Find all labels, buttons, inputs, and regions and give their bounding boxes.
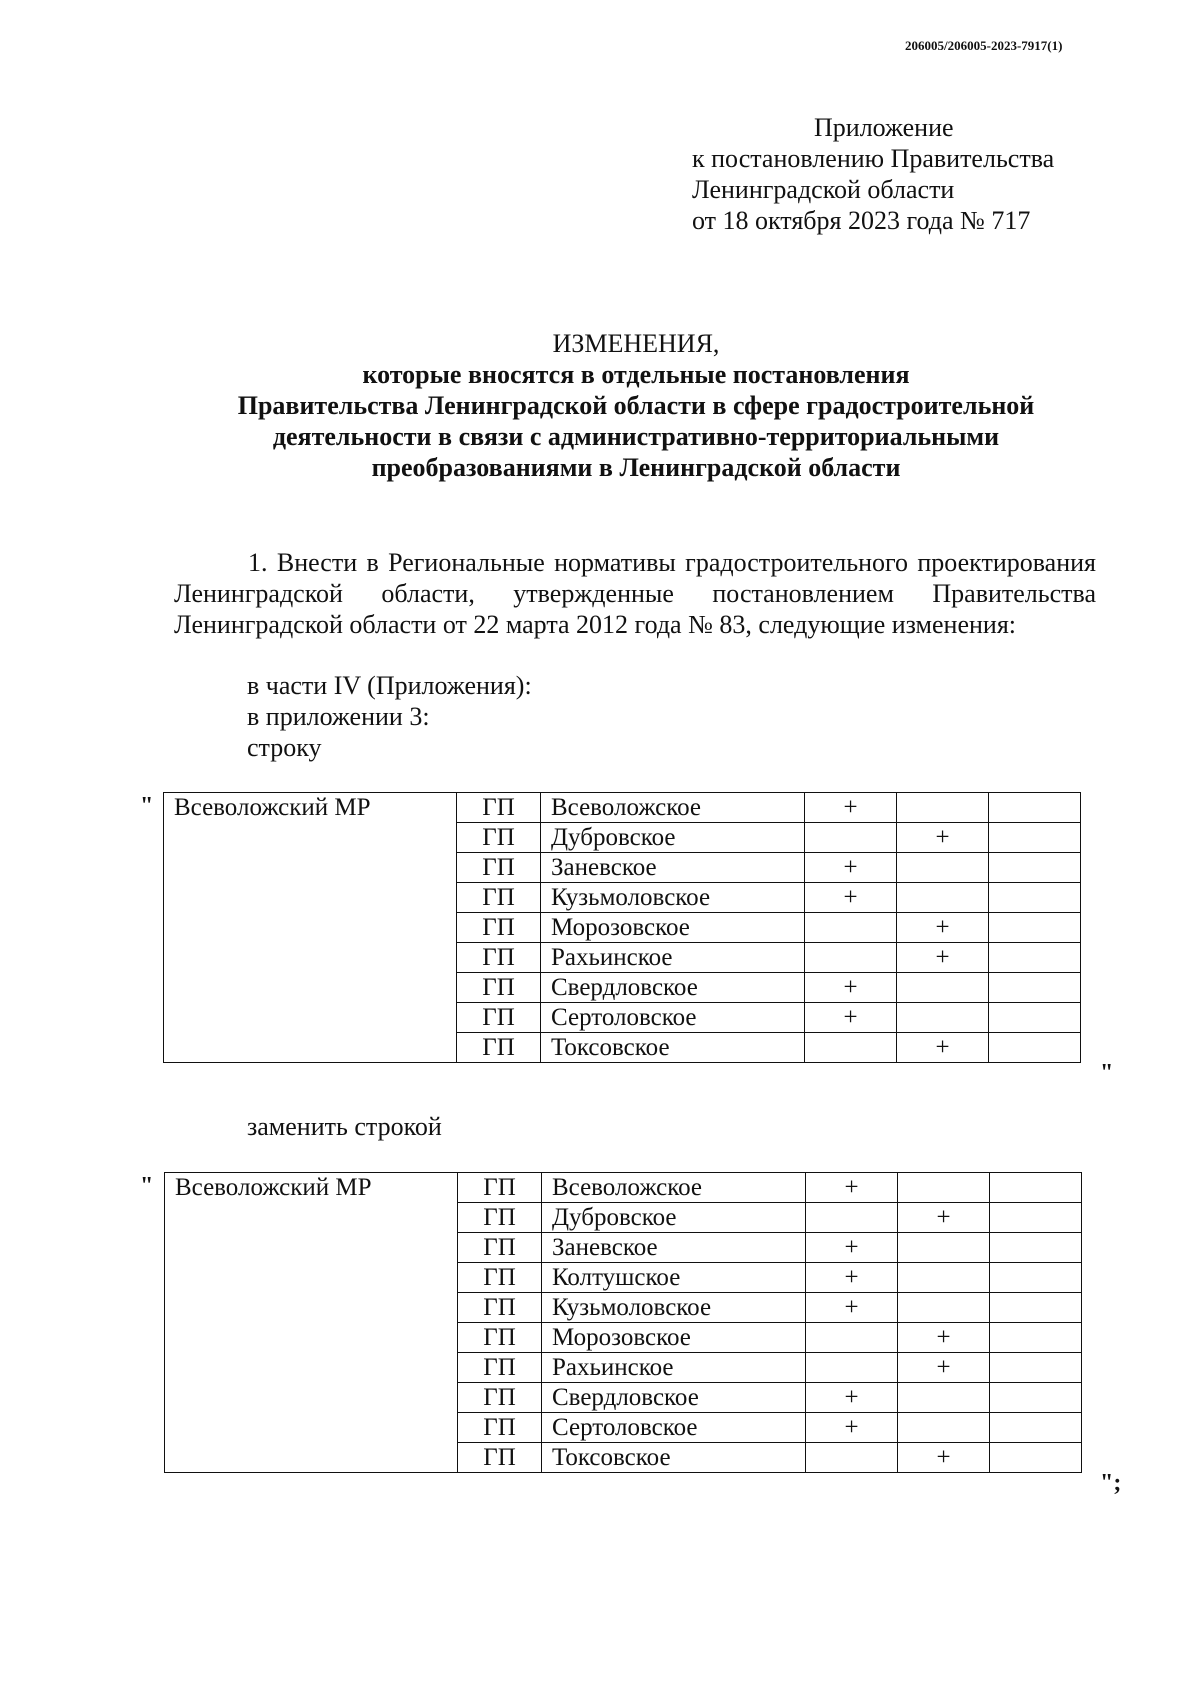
settlement-type-cell: ГП	[458, 1203, 542, 1233]
mark-cell-1: +	[805, 793, 897, 823]
settlement-type-cell: ГП	[457, 883, 541, 913]
mark-cell-2: +	[898, 1323, 990, 1353]
line-row: строку	[247, 733, 322, 762]
mark-cell-3	[989, 913, 1081, 943]
settlement-name-cell: Морозовское	[542, 1323, 806, 1353]
mark-cell-2	[898, 1173, 990, 1203]
mark-cell-2	[898, 1293, 990, 1323]
settlement-name-cell: Всеволожское	[541, 793, 805, 823]
mark-cell-3	[989, 823, 1081, 853]
settlement-type-cell: ГП	[458, 1353, 542, 1383]
appendix-line-3: Ленинградской области	[692, 175, 955, 204]
title-main: ИЗМЕНЕНИЯ,	[552, 329, 720, 358]
mark-cell-2	[898, 1263, 990, 1293]
settlement-name-cell: Дубровское	[541, 823, 805, 853]
settlement-name-cell: Заневское	[541, 853, 805, 883]
mark-cell-3	[990, 1293, 1082, 1323]
settlement-name-cell: Токсовское	[541, 1033, 805, 1063]
table-row	[165, 1173, 1082, 1203]
mark-cell-3	[990, 1353, 1082, 1383]
settlement-name-cell: Колтушское	[542, 1263, 806, 1293]
mark-cell-2	[897, 853, 989, 883]
mark-cell-1: +	[805, 853, 897, 883]
mark-cell-2	[898, 1233, 990, 1263]
mark-cell-1	[806, 1443, 898, 1473]
appendix-line-1: Приложение	[814, 113, 954, 142]
table-row	[164, 793, 1081, 823]
line-appendix-3: в приложении 3:	[247, 702, 430, 731]
appendix-header	[692, 112, 1054, 236]
quote-open-new: "	[140, 1173, 154, 1199]
mark-cell-2: +	[897, 913, 989, 943]
mark-cell-1	[805, 943, 897, 973]
mark-cell-1	[806, 1203, 898, 1233]
quote-close-new: ";	[1100, 1470, 1122, 1496]
mark-cell-2: +	[898, 1443, 990, 1473]
mark-cell-3	[989, 793, 1081, 823]
settlement-name-cell: Сертоловское	[541, 1003, 805, 1033]
document-title	[0, 328, 1200, 483]
mark-cell-1: +	[806, 1263, 898, 1293]
mark-cell-2: +	[897, 823, 989, 853]
settlement-type-cell: ГП	[458, 1443, 542, 1473]
mark-cell-1: +	[806, 1383, 898, 1413]
settlement-name-cell: Свердловское	[542, 1383, 806, 1413]
quote-close-old: "	[1100, 1060, 1114, 1086]
instruction-lines	[247, 670, 532, 763]
title-line-4: деятельности в связи с административно-территориальными	[272, 422, 1000, 451]
quote-open-old: "	[140, 793, 154, 819]
table-new-row	[164, 1172, 1082, 1473]
mark-cell-1: +	[805, 883, 897, 913]
mark-cell-2: +	[897, 943, 989, 973]
settlement-name-cell: Сертоловское	[542, 1413, 806, 1443]
settlement-type-cell: ГП	[457, 1003, 541, 1033]
line-part-iv: в части IV (Приложения):	[247, 671, 532, 700]
mark-cell-1: +	[805, 1003, 897, 1033]
mark-cell-3	[990, 1263, 1082, 1293]
mark-cell-1	[805, 913, 897, 943]
appendix-line-2: к постановлению Правительства	[692, 144, 1055, 173]
mark-cell-3	[990, 1383, 1082, 1413]
paragraph-1-text: 1. Внести в Региональные нормативы градостроительного проектирования Ленинградской области, утвержденные постановлением Правительства Ленинградской области от 22 марта 2012 года № 83, следующие изменения:	[174, 548, 1096, 639]
settlement-type-cell: ГП	[458, 1293, 542, 1323]
settlement-name-cell: Дубровское	[542, 1203, 806, 1233]
mark-cell-1	[805, 823, 897, 853]
settlement-name-cell: Рахьинское	[542, 1353, 806, 1383]
settlement-name-cell: Морозовское	[541, 913, 805, 943]
settlement-name-cell: Токсовское	[542, 1443, 806, 1473]
settlement-type-cell: ГП	[457, 823, 541, 853]
settlement-type-cell: ГП	[458, 1323, 542, 1353]
settlement-type-cell: ГП	[457, 973, 541, 1003]
settlement-name-cell: Рахьинское	[541, 943, 805, 973]
mark-cell-1	[805, 1033, 897, 1063]
mark-cell-3	[989, 853, 1081, 883]
settlement-name-cell: Кузьмоловское	[541, 883, 805, 913]
settlement-type-cell: ГП	[457, 853, 541, 883]
settlement-name-cell: Заневское	[542, 1233, 806, 1263]
settlement-type-cell: ГП	[458, 1383, 542, 1413]
mark-cell-1: +	[806, 1173, 898, 1203]
mark-cell-3	[990, 1443, 1082, 1473]
settlement-type-cell: ГП	[457, 913, 541, 943]
document-id: 206005/206005-2023-7917(1)	[905, 38, 1063, 53]
mark-cell-3	[990, 1173, 1082, 1203]
mark-cell-1	[806, 1353, 898, 1383]
title-line-2: которые вносятся в отдельные постановления	[362, 360, 910, 389]
settlement-type-cell: ГП	[457, 793, 541, 823]
mark-cell-2	[897, 973, 989, 1003]
district-cell: Всеволожский МР	[164, 793, 457, 1063]
settlement-type-cell: ГП	[458, 1173, 542, 1203]
settlement-name-cell: Свердловское	[541, 973, 805, 1003]
mark-cell-1	[806, 1323, 898, 1353]
mark-cell-1: +	[806, 1233, 898, 1263]
mark-cell-3	[989, 1033, 1081, 1063]
mark-cell-2	[898, 1413, 990, 1443]
district-cell: Всеволожский МР	[165, 1173, 458, 1473]
settlement-name-cell: Кузьмоловское	[542, 1293, 806, 1323]
settlement-type-cell: ГП	[457, 1033, 541, 1063]
mark-cell-3	[990, 1203, 1082, 1233]
mark-cell-3	[989, 943, 1081, 973]
replace-text: заменить строкой	[247, 1112, 442, 1141]
mark-cell-1: +	[806, 1413, 898, 1443]
settlement-type-cell: ГП	[458, 1413, 542, 1443]
table-old-row	[163, 792, 1081, 1063]
settlement-name-cell: Всеволожское	[542, 1173, 806, 1203]
mark-cell-2	[897, 793, 989, 823]
appendix-line-4: от 18 октября 2023 года № 717	[692, 206, 1031, 235]
mark-cell-3	[990, 1323, 1082, 1353]
settlement-type-cell: ГП	[458, 1263, 542, 1293]
mark-cell-2: +	[897, 1033, 989, 1063]
mark-cell-2: +	[898, 1203, 990, 1233]
paragraph-1	[174, 547, 1096, 640]
mark-cell-2	[898, 1383, 990, 1413]
mark-cell-1: +	[806, 1293, 898, 1323]
mark-cell-1: +	[805, 973, 897, 1003]
mark-cell-2: +	[898, 1353, 990, 1383]
title-line-3: Правительства Ленинградской области в сфере градостроительной	[237, 391, 1035, 420]
settlement-type-cell: ГП	[457, 943, 541, 973]
mark-cell-3	[989, 1003, 1081, 1033]
mark-cell-3	[989, 973, 1081, 1003]
mark-cell-3	[990, 1413, 1082, 1443]
mark-cell-3	[989, 883, 1081, 913]
title-line-5: преобразованиями в Ленинградской области	[371, 453, 901, 482]
mark-cell-3	[990, 1233, 1082, 1263]
settlement-type-cell: ГП	[458, 1233, 542, 1263]
mark-cell-2	[897, 883, 989, 913]
mark-cell-2	[897, 1003, 989, 1033]
